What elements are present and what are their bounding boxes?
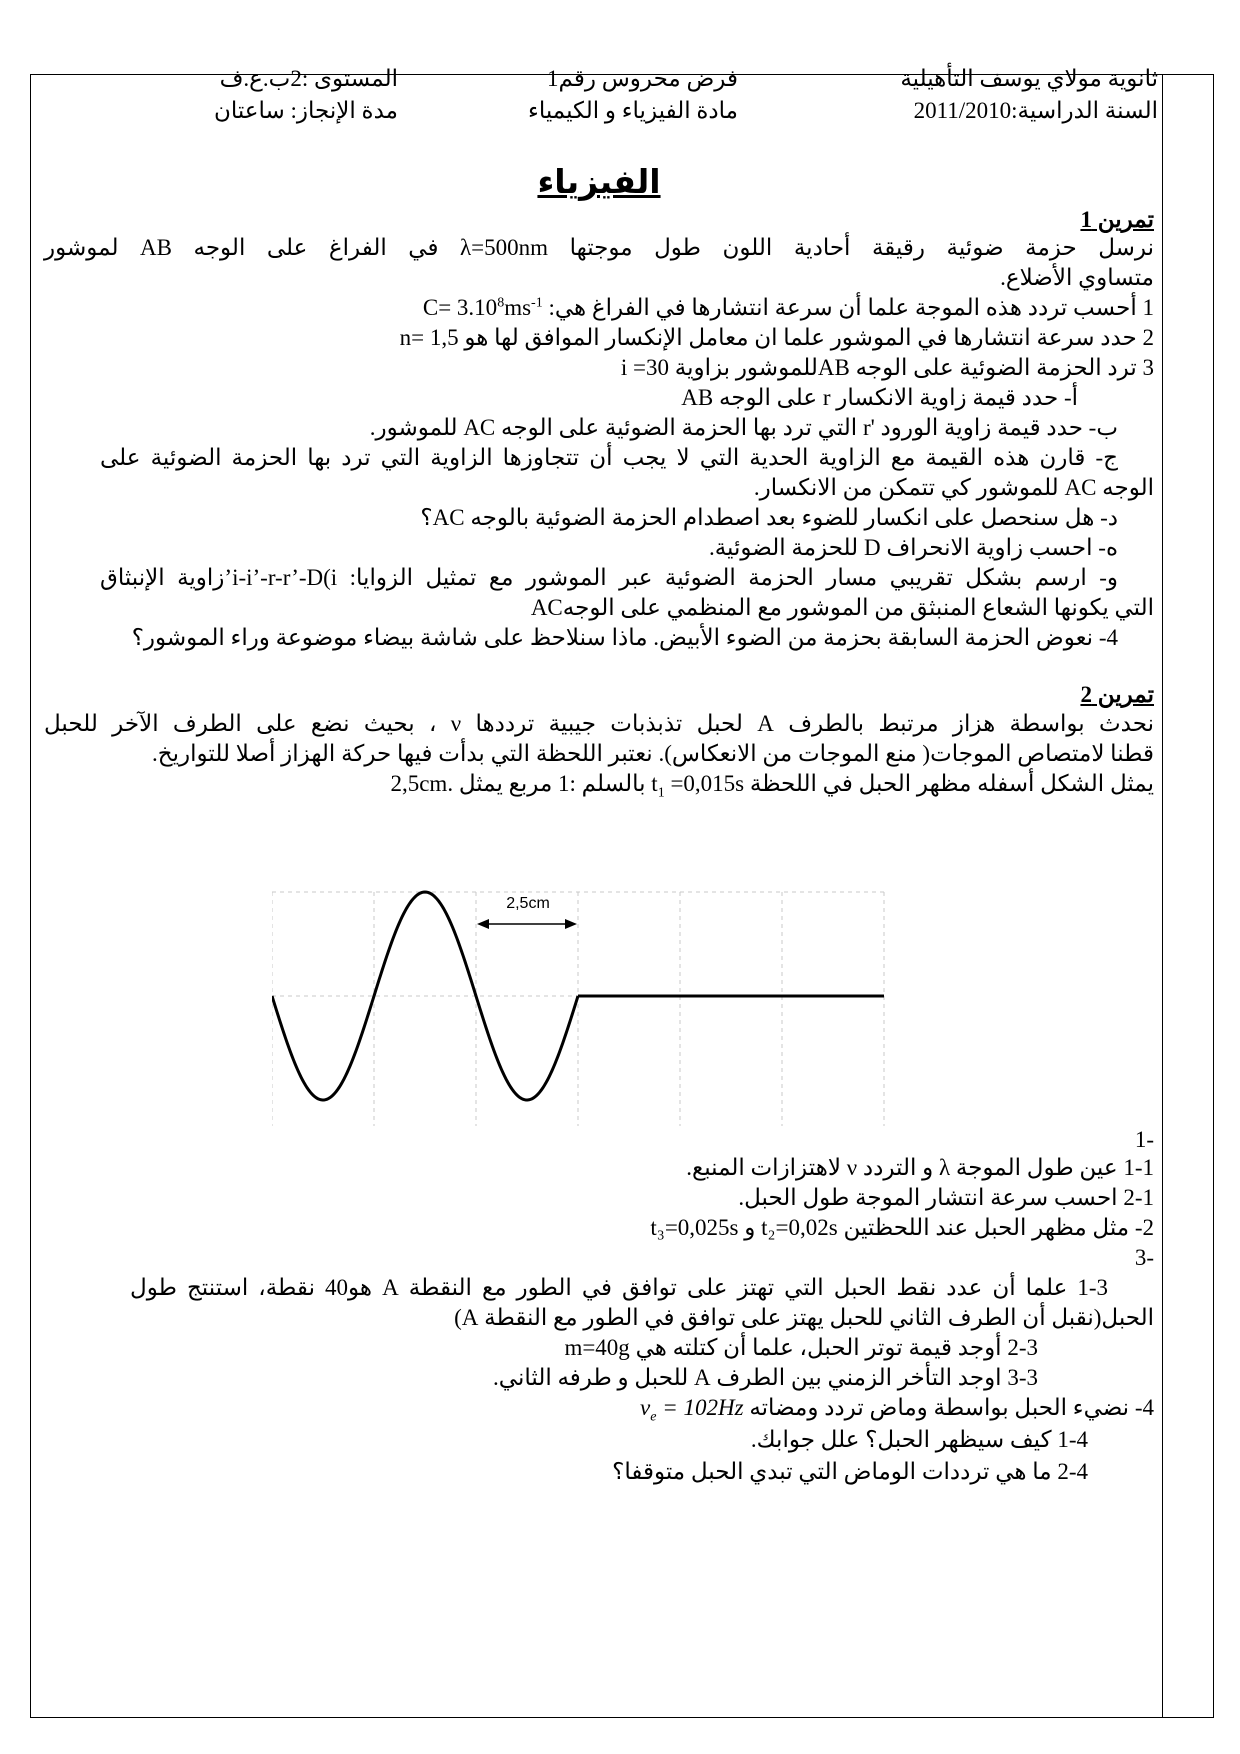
ex2-intro-line2: قطنا لامتصاص الموجات( منع الموجات من الانعكاس). نعتبر اللحظة التي بدأت فيها حركة الهزاز أصلا للتواريخ. [152,741,1154,766]
exercise-2-heading: تمرين 2 [1080,682,1154,707]
school-year: السنة الدراسية:2011/2010 [913,98,1158,123]
exam-title: فرض محروس رقم1 [547,66,738,91]
ex1-qf: و- ارسم بشكل تقريبي مسار الحزمة الضوئية عبر الموشور مع تمثيل الزوايا: i-i’-r-r’-D(i’زاوية الإنبثاق [100,565,1119,590]
ex1-qa: أ- حدد قيمة زاوية الانكسار r على الوجه AB [681,385,1078,410]
ex2-q1-2: 2-1 احسب سرعة انتشار الموجة طول الحبل. [738,1185,1154,1210]
scale-label: 2,5cm [506,895,550,912]
level: المستوى :2ب.ع.ف [219,66,398,91]
ex2-intro-line3: يمثل الشكل أسفله مظهر الحبل في اللحظة $t_1 =0,015s$ بالسلم :1 مربع يمثل 2,5cm. [390,771,1154,801]
duration: مدة الإنجاز: ساعتان [213,98,398,123]
ex2-q3-2: 2-3 أوجد قيمة توتر الحبل، علما أن كتلته هي m=40g [564,1335,1038,1360]
ex2-q4: 4- نضيء الحبل بواسطة وماض تردد ومضاته $\nu_e = 102Hz$ [640,1395,1154,1425]
ex2-q1-1: 1-1 عين طول الموجة λ و التردد ν لاهتزازات المنبع. [686,1155,1154,1180]
ex2-q2: 2- مثل مظهر الحبل عند اللحظتين t₂=0,02s و t₃=0,025s [650,1215,1154,1240]
subject: مادة الفيزياء و الكيمياء [528,98,738,123]
ex1-q3: 3 ترد الحزمة الضوئية على الوجه ABللموشور بزاوية i =30 [620,355,1154,380]
ex2-q3-num: -3 [1134,1245,1154,1270]
ex2-q3-1-line2: الحبل(نقبل أن الطرف الثاني للحبل يهتز على توافق في الطور مع النقطة A) [454,1305,1154,1330]
ex1-qf-line2: التي يكونها الشعاع المنبثق من الموشور مع المنظمي على الوجهAC [530,595,1154,620]
ex1-intro: نرسل حزمة ضوئية رقيقة أحادية اللون طول موجتها λ=500nm في الفراغ على الوجه AB لموشور [44,235,1155,260]
figure-grid [272,892,884,1126]
ex2-q1-num: -1 [1134,1127,1154,1152]
scale-arrow [477,919,577,929]
ex1-q1: 1 أحسب تردد هذه الموجة علما أن سرعة انتشارها في الفراغ هي: $C= 3.10^8ms^{-1}$ [422,295,1154,320]
page-title: الفيزياء [537,162,661,201]
ex1-intro-line2: متساوي الأضلاع. [1000,265,1154,290]
rope-figure [272,874,892,1139]
exam-sheet [40,66,1158,1714]
ex2-q4-2: 2-4 ما هي ترددات الوماض التي تبدي الحبل متوقفا؟ [612,1459,1088,1484]
ex2-q4-1: 1-4 كيف سيظهر الحبل؟ علل جوابك. [750,1427,1088,1452]
ex1-qb: ب- حدد قيمة زاوية الورود r' التي ترد بها الحزمة الضوئية على الوجه AC للموشور. [369,415,1118,440]
ex1-qc: ج- قارن هذه القيمة مع الزاوية الحدية التي لا يجب أن تتجاوزها الزاوية التي ترد بها الحزمة الضوئية على [100,445,1118,470]
ex2-intro: نحدث بواسطة هزاز مرتبط بالطرف A لحبل تذبذبات جيبية ترددها ν ، بحيث نضع على الطرف الآخر للحبل [44,711,1155,736]
ex1-q4: 4- نعوض الحزمة السابقة بحزمة من الضوء الأبيض. ماذا سنلاحظ على شاشة بيضاء موضوعة وراء الموشور؟ [131,625,1118,650]
ex2-q3-1: 1-3 علما أن عدد نقط الحبل التي تهتز على توافق في الطور مع النقطة A هو40 نقطة، استنتج طول [130,1275,1109,1300]
ex1-qd: د- هل سنحصل على انكسار للضوء بعد اصطدام الحزمة الضوئية بالوجه AC؟ [420,505,1118,530]
ex1-q2: 2 حدد سرعة انتشارها في الموشور علما ان معامل الإنكسار الموافق لها هو n= 1,5 [399,325,1154,350]
ex2-q3-3: 3-3 اوجد التأخر الزمني بين الطرف A للحبل و طرفه الثاني. [493,1365,1038,1390]
ex1-qc-line2: الوجه AC للموشور كي تتمكن من الانكسار. [753,475,1154,500]
exercise-1-heading: تمرين 1 [1080,207,1154,232]
school-name: ثانوية مولاي يوسف التأهيلية [900,66,1158,91]
margin-line [1162,74,1163,1718]
ex1-qe: ه- احسب زاوية الانحراف D للحزمة الضوئية. [708,535,1118,560]
